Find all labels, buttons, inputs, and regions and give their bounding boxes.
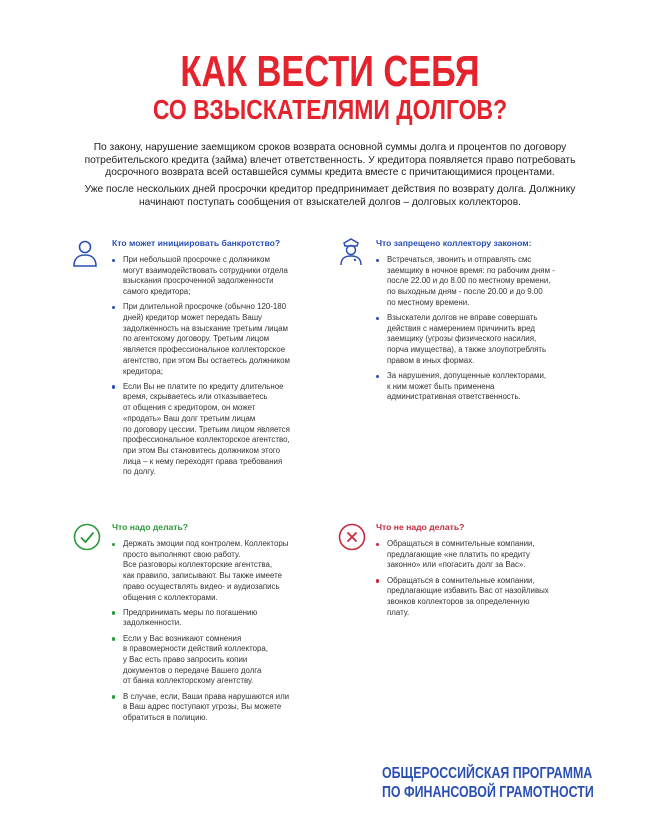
bullet-list bbox=[112, 255, 322, 478]
program-logo-line-2: ПО ФИНАНСОВОЙ ГРАМОТНОСТИ bbox=[382, 784, 594, 801]
page-title: КАК ВЕСТИ СЕБЯ bbox=[180, 47, 480, 96]
program-logo-line-1: ОБЩЕРОССИЙСКАЯ ПРОГРАММА bbox=[382, 765, 593, 782]
bullet-list bbox=[376, 539, 586, 618]
section-dont bbox=[376, 522, 586, 623]
list-item: Обращаться в сомнительные компании, предлагающие избавить Вас от назойливых звонков коллекторов за определенную плату. bbox=[376, 576, 586, 619]
list-item: В случае, если, Ваши права нарушаются или в Ваш адрес поступают угрозы, Вы можете обратиться в полицию. bbox=[112, 692, 322, 724]
collector-icon bbox=[336, 236, 366, 266]
list-item: Держать эмоции под контролем. Коллекторы просто выполняют свою работу. Все разговоры коллекторские агентства, как правило, записывают. Вы также имеете право осуществлять видео- и аудиозапись общения с коллекторами. bbox=[112, 539, 322, 603]
program-logo bbox=[382, 764, 594, 802]
section-bankruptcy bbox=[112, 238, 322, 483]
section-heading: Что надо делать? bbox=[112, 522, 189, 532]
list-item: Обращаться в сомнительные компании, предлагающие «не платить по кредиту законно» или «погасить долг за Вас». bbox=[376, 539, 586, 571]
list-item: Если у Вас возникают сомнения в правомерности действий коллектора, у Вас есть право запросить копии документов о передаче Вашего долга от банка коллекторскому агентству. bbox=[112, 634, 322, 688]
list-item: При длительной просрочке (обычно 120-180 дней) кредитор может передать Вашу задолженность на взыскание третьим лицам по агентскому договору. Третьим лицом является профессиональное коллекторское агентство, при этом Вы остаетесь должником кредитора; bbox=[112, 302, 322, 377]
list-item: Если Вы не платите по кредиту длительное время, скрываетесь или отказываетесь от общения с кредитором, он может «продать» Ваш долг третьим лицам по договору цессии. Третьим лицом является профессиональное коллекторское агентство, при этом Вы становитесь должником этого лица – к нему переходят права требования по долгу. bbox=[112, 382, 322, 478]
list-item: За нарушения, допущенные коллекторами, к ним может быть применена административная ответственность. bbox=[376, 371, 586, 403]
intro-paragraph-2: Уже после нескольких дней просрочки кредитор предпринимает действия по возврату долга. Должнику начинают поступать сообщения от взыскателей долгов – долговых коллекторов. bbox=[84, 184, 576, 208]
list-item: Взыскатели долгов не вправе совершать действия с намерением причинить вред заемщику (угрозы физического насилия, порча имущества), а также злоупотреблять правом в иных формах. bbox=[376, 313, 586, 367]
checkmark-icon bbox=[72, 522, 102, 552]
page-subtitle: СО ВЗЫСКАТЕЛЯМИ ДОЛГОВ? bbox=[152, 94, 508, 125]
section-heading: Что не надо делать? bbox=[376, 522, 465, 532]
bullet-list bbox=[112, 539, 322, 724]
person-icon bbox=[70, 238, 100, 268]
section-forbidden bbox=[376, 238, 586, 408]
list-item: Предпринимать меры по погашению задолженности. bbox=[112, 608, 322, 629]
cross-icon bbox=[337, 522, 367, 552]
section-todo bbox=[112, 522, 322, 728]
bullet-list bbox=[376, 255, 586, 403]
section-heading: Что запрещено коллектору законом: bbox=[376, 238, 532, 248]
list-item: Встречаться, звонить и отправлять смс заемщику в ночное время: по рабочим дням - после 22.00 и до 8.00 по местному времени, по выходным дням - после 20.00 и до 9.00 по местному времени. bbox=[376, 255, 586, 309]
section-heading: Кто может инициировать банкротство? bbox=[112, 238, 281, 248]
intro-paragraph-1: По закону, нарушение заемщиком сроков возврата основной суммы долга и процентов по договору потребительского кредита (займа) влечет ответственность. У кредитора появляется право потребовать досрочного возврата всей оставшейся суммы кредита вместе с причитающимися процентами. bbox=[84, 142, 576, 178]
list-item: При небольшой просрочке с должником могут взаимодействовать сотрудники отдела взыскания просроченной задолженности самого кредитора; bbox=[112, 255, 322, 298]
